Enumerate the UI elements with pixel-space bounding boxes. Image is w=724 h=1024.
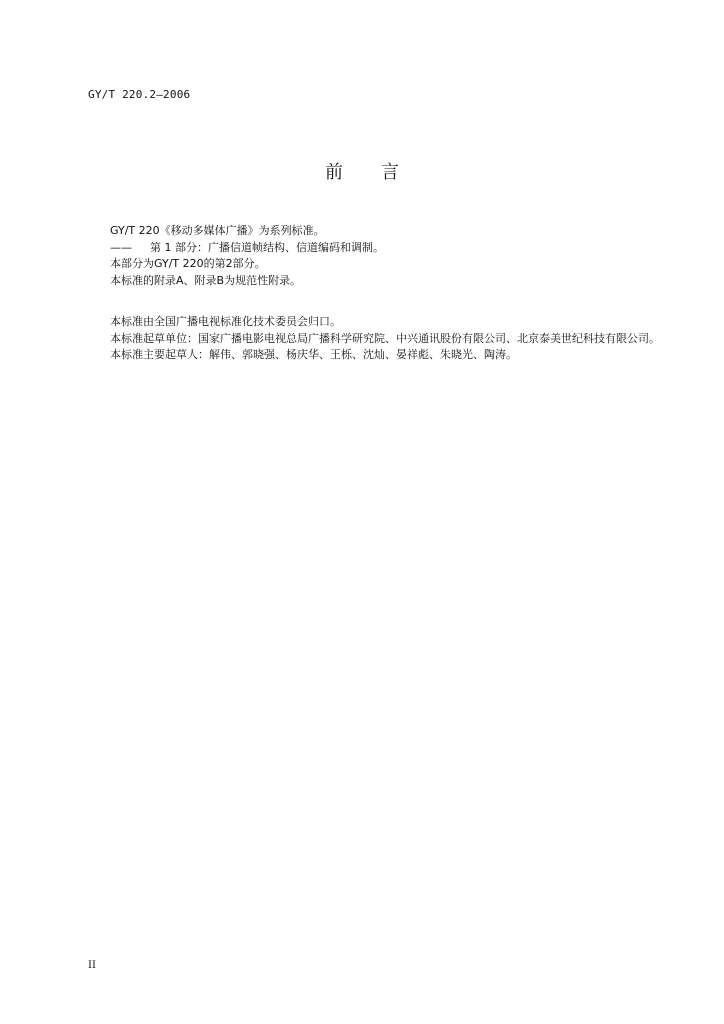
part-list-item bbox=[88, 240, 660, 257]
this-part-statement: 本部分为GY/T 220的第2部分。 bbox=[110, 257, 266, 270]
standard-number: GY/T 220.2—2006 bbox=[88, 88, 191, 101]
drafting-units-statement: 本标准起草单位：国家广播电影电视总局广播科学研究院、中兴通讯股份有限公司、北京泰美世纪科技有限公司。 bbox=[110, 331, 660, 345]
annexes-statement: 本标准的附录A、附录B为规范性附录。 bbox=[110, 273, 302, 287]
foreword-body bbox=[88, 223, 660, 364]
list-dash: —— bbox=[110, 240, 132, 254]
title-char-1: 前 bbox=[325, 162, 343, 183]
series-intro: GY/T 220《移动多媒体广播》为系列标准。 bbox=[110, 224, 325, 237]
proposer-statement: 本标准由全国广播电视标准化技术委员会归口。 bbox=[110, 315, 341, 328]
page-title bbox=[0, 158, 724, 184]
drafters-statement: 本标准主要起草人：解伟、郭晓强、杨庆华、王栎、沈灿、晏祥彪、朱晓光、陶涛。 bbox=[110, 348, 517, 361]
part-1-text: 第 1 部分：广播信道帧结构、信道编码和调制。 bbox=[150, 240, 384, 254]
page-number: II bbox=[88, 960, 96, 971]
title-char-2: 言 bbox=[381, 162, 399, 183]
